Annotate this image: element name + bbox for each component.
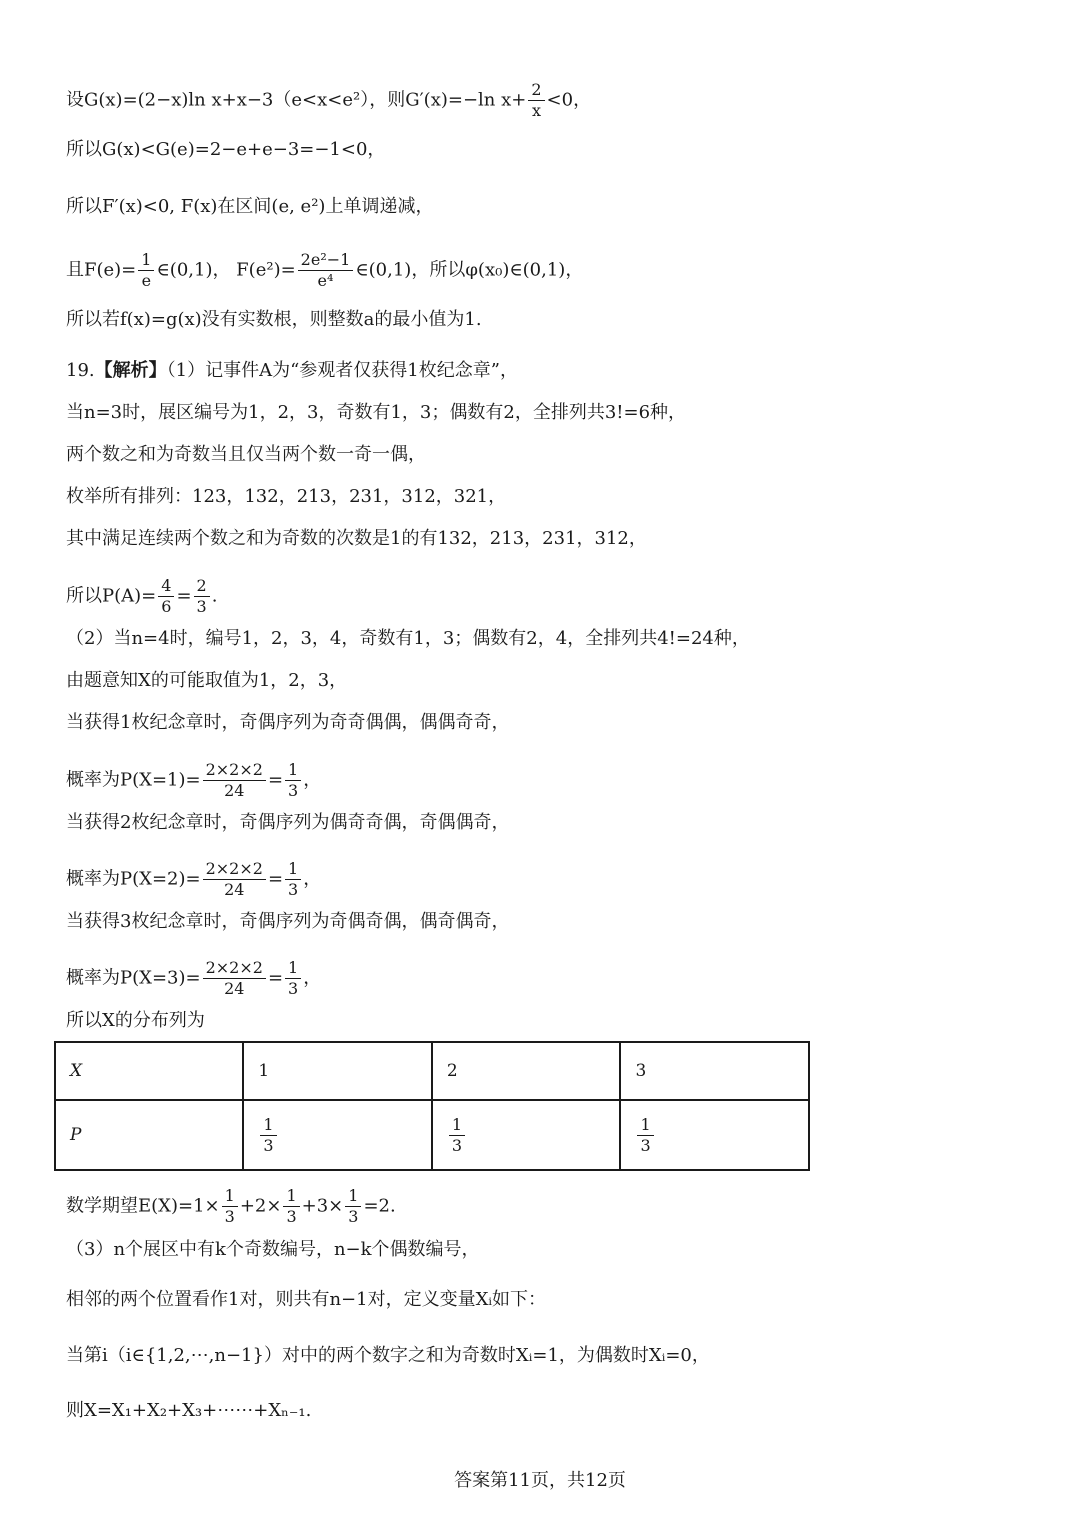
line-7: 当n=3时，展区编号为1，2，3，奇数有1，3；偶数有2，全排列共3!=6种， <box>66 402 687 423</box>
line-15: 概率为P(X=1)= $\frac{2\times 2\times 2}{24}$ = $\frac{1}{3}$ ， <box>66 760 322 800</box>
line-16: 当获得2枚纪念章时，奇偶序列为偶奇奇偶，奇偶偶奇， <box>66 812 510 833</box>
line-23: 相邻的两个位置看作1对，则共有n−1对，定义变量Xᵢ如下： <box>66 1289 547 1310</box>
fraction: $\frac{2}{3}$ <box>194 576 210 617</box>
table-cell: 3 <box>620 1042 809 1100</box>
fraction: $\frac{2\times 2\times 2}{24}$ <box>203 958 266 999</box>
table-cell <box>243 1100 432 1170</box>
table-cell: X <box>55 1042 243 1100</box>
line-9: 枚举所有排列：123，132，213，231，312，321， <box>66 486 507 507</box>
fraction: $\frac{1}{3}$ <box>637 1115 653 1156</box>
line-2: 所以G(x)<G(e)=2−e+e−3=−1<0， <box>66 139 386 160</box>
table-cell: 2 <box>432 1042 621 1100</box>
line-3: 所以F′(x)<0, F(x)在区间(e, e²)上单调递减， <box>66 196 434 217</box>
line-14: 当获得1枚纪念章时，奇偶序列为奇奇偶偶，偶偶奇奇， <box>66 712 510 733</box>
fraction: $\frac{4}{6}$ <box>158 576 174 617</box>
line-6: 19.【解析】（1）记事件A为“参观者仅获得1枚纪念章”， <box>66 360 518 381</box>
line-11: 所以P(A)= $\frac{4}{6}$ = $\frac{2}{3}$ . <box>66 576 218 616</box>
line-4: 且F(e)= $\frac{1}{e}$ ∈(0,1)， F(e²)= $\frac{\text{2e²−1}}{\text{e⁴}}$ ∈(0,1)，所以φ(x₀)∈(0,1)， <box>66 250 584 290</box>
table-cell <box>432 1100 621 1170</box>
table-row <box>55 1042 809 1100</box>
line-5: 所以若f(x)=g(x)没有实数根，则整数a的最小值为1. <box>66 309 482 330</box>
distribution-table <box>54 1041 810 1171</box>
table-cell: P <box>55 1100 243 1170</box>
line-21: 数学期望E(X)=1× $\frac{1}{3}$ +2× $\frac{1}{3}$ +3× $\frac{1}{3}$ =2. <box>66 1186 396 1226</box>
fraction: $\frac{1}{3}$ <box>285 760 301 801</box>
line-1: 设G(x)=(2−x)ln x+x−3（e<x<e²），则G′(x)=−ln x+ $\frac{2}{x}$ <0， <box>66 80 592 120</box>
fraction: $\frac{2\times 2\times 2}{24}$ <box>203 859 266 900</box>
fraction: $\frac{1}{3}$ <box>285 859 301 900</box>
table-cell: 1 <box>243 1042 432 1100</box>
line-22: （3）n个展区中有k个奇数编号，n−k个偶数编号， <box>66 1239 480 1260</box>
fraction: $\frac{2}{x}$ <box>528 80 544 121</box>
line-24: 当第i（i∈{1,2,⋯,n−1}）对中的两个数字之和为奇数时Xᵢ=1，为偶数时Xᵢ=0， <box>66 1345 710 1366</box>
line-12: （2）当n=4时，编号1，2，3，4，奇数有1，3；偶数有2，4，全排列共4!=24种， <box>66 628 750 649</box>
fraction: $\frac{1}{3}$ <box>222 1186 238 1227</box>
line-20: 所以X的分布列为 <box>66 1010 205 1031</box>
line-25: 则X=X₁+X₂+X₃+⋯⋯+Xₙ₋₁. <box>66 1400 312 1421</box>
line-10: 其中满足连续两个数之和为奇数的次数是1的有132，213，231，312， <box>66 528 647 549</box>
page-footer: 答案第11页，共12页 <box>454 1470 626 1491</box>
line-13: 由题意知X的可能取值为1，2，3， <box>66 670 348 691</box>
fraction: $\frac{2\times 2\times 2}{24}$ <box>203 760 266 801</box>
line-17: 概率为P(X=2)= $\frac{2\times 2\times 2}{24}$ = $\frac{1}{3}$ ， <box>66 859 322 899</box>
table-cell <box>620 1100 809 1170</box>
line-19: 概率为P(X=3)= $\frac{2\times 2\times 2}{24}$ = $\frac{1}{3}$ ， <box>66 958 322 998</box>
line-8: 两个数之和为奇数当且仅当两个数一奇一偶， <box>66 444 426 465</box>
fraction: $\frac{1}{3}$ <box>449 1115 465 1156</box>
table-row <box>55 1100 809 1170</box>
analysis-tag: 【解析】 <box>94 360 167 381</box>
fraction: $\frac{1}{3}$ <box>283 1186 299 1227</box>
fraction: $\frac{1}{e}$ <box>138 250 154 291</box>
line-18: 当获得3枚纪念章时，奇偶序列为奇偶奇偶，偶奇偶奇， <box>66 911 510 932</box>
fraction: $\frac{1}{3}$ <box>345 1186 361 1227</box>
fraction: $\frac{1}{3}$ <box>260 1115 276 1156</box>
fraction: $\frac{1}{3}$ <box>285 958 301 999</box>
fraction: $\frac{\text{2e²−1}}{\text{e⁴}}$ <box>298 250 354 291</box>
